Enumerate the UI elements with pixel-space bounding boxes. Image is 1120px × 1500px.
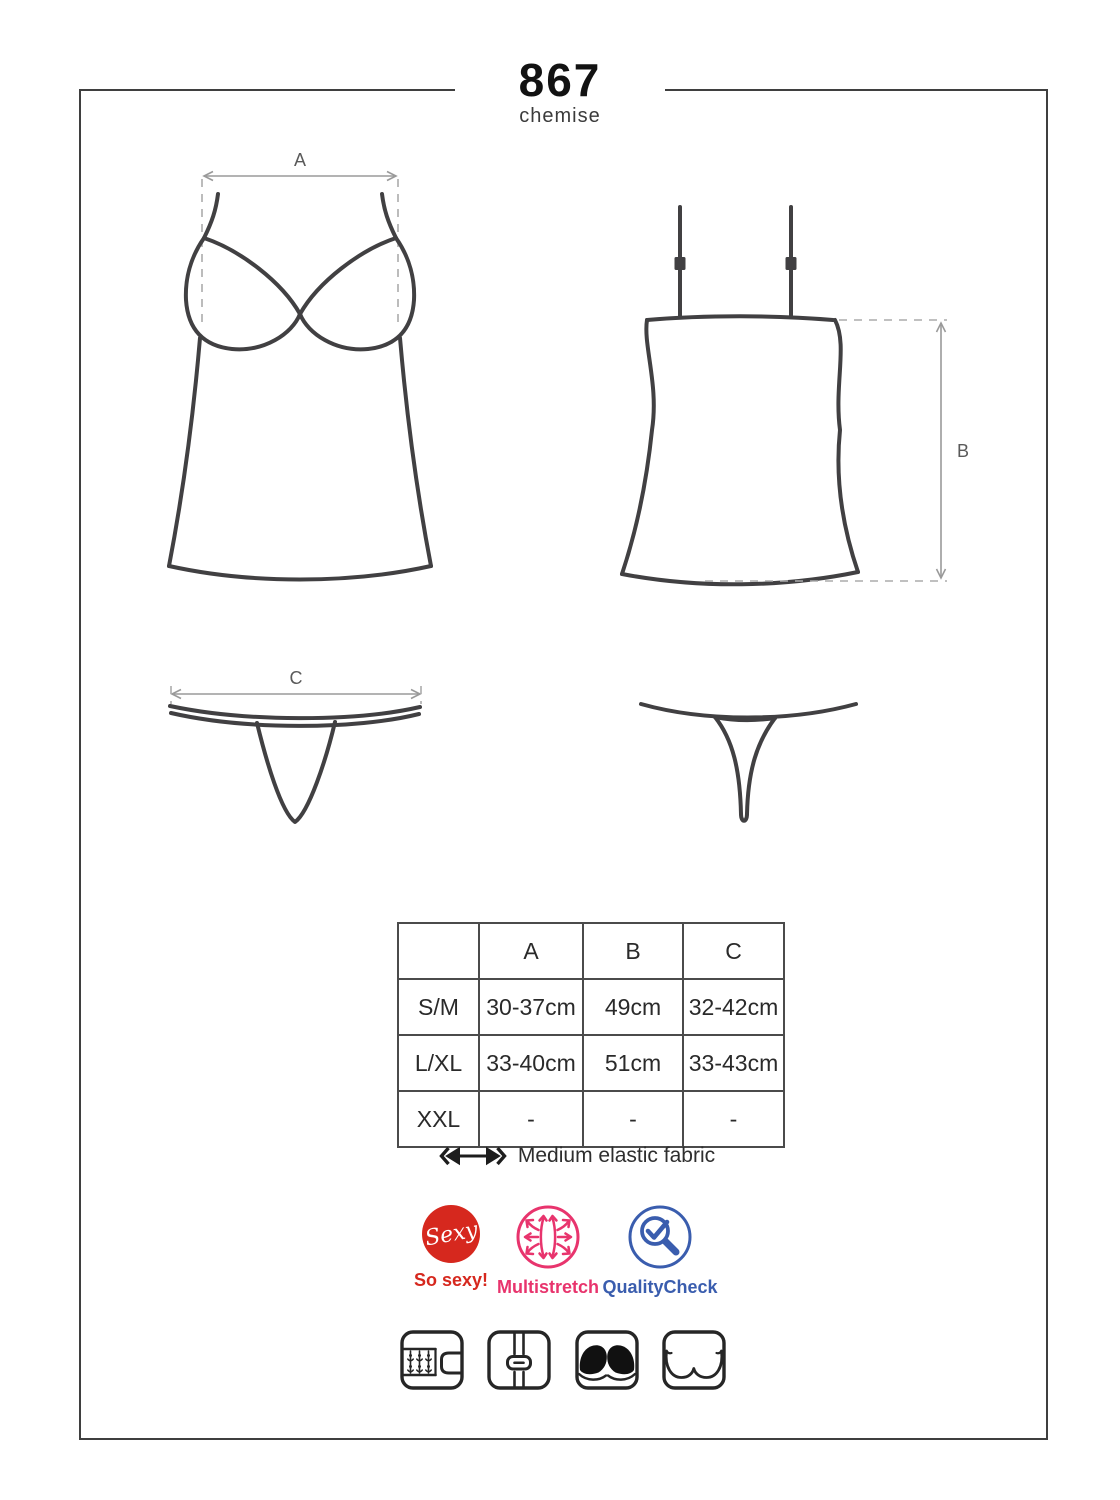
fabric-note-text: Medium elastic fabric bbox=[517, 1144, 716, 1167]
size-table-col-b: B bbox=[583, 923, 683, 979]
padded-cups-icon bbox=[575, 1330, 639, 1390]
chemise-front-drawing bbox=[140, 146, 460, 606]
size-table-row-sm bbox=[398, 979, 784, 1035]
badge-label: Multistretch bbox=[496, 1277, 599, 1297]
strap-sliders bbox=[675, 257, 797, 270]
size-table-col-c: C bbox=[683, 923, 784, 979]
adjustable-straps-icon bbox=[487, 1330, 551, 1390]
value-a: 30-37cm bbox=[479, 979, 583, 1035]
size-label: S/M bbox=[398, 979, 479, 1035]
chemise-front-outline bbox=[169, 194, 431, 580]
value-c: - bbox=[683, 1091, 784, 1147]
size-table-col-a: A bbox=[479, 923, 583, 979]
thong-front-drawing bbox=[150, 658, 450, 838]
badge-label: So sexy! bbox=[413, 1270, 489, 1290]
size-table-row-lxl bbox=[398, 1035, 784, 1091]
thong-back-drawing bbox=[635, 678, 925, 838]
size-table-header-row bbox=[398, 923, 784, 979]
value-b: - bbox=[583, 1091, 683, 1147]
value-b: 49cm bbox=[583, 979, 683, 1035]
page-title: 867 bbox=[518, 54, 602, 106]
elastic-arrow-icon bbox=[440, 1145, 506, 1167]
value-b: 51cm bbox=[583, 1035, 683, 1091]
badge-quality-check bbox=[590, 1204, 730, 1298]
quality-check-icon bbox=[627, 1204, 693, 1270]
dimension-a-arrow bbox=[204, 172, 396, 181]
size-label: XXL bbox=[398, 1091, 479, 1147]
size-table-row-xxl bbox=[398, 1091, 784, 1147]
chemise-back-drawing bbox=[605, 193, 975, 593]
page-subtitle: chemise bbox=[519, 105, 601, 128]
fabric-note bbox=[397, 1144, 758, 1168]
sexy-badge-icon bbox=[422, 1205, 480, 1263]
size-table bbox=[397, 922, 785, 1148]
dimension-b-label: B bbox=[957, 441, 970, 461]
value-a: 33-40cm bbox=[479, 1035, 583, 1091]
badge-label: QualityCheck bbox=[602, 1277, 718, 1297]
dimension-a-label: A bbox=[293, 150, 307, 170]
hook-and-eye-closure-icon bbox=[400, 1330, 464, 1390]
dimension-c-arrow bbox=[171, 686, 421, 704]
dimension-b-arrow bbox=[937, 323, 946, 578]
multistretch-icon bbox=[515, 1204, 581, 1270]
value-c: 32-42cm bbox=[683, 979, 784, 1035]
size-table-corner-cell bbox=[398, 923, 479, 979]
value-c: 33-43cm bbox=[683, 1035, 784, 1091]
value-a: - bbox=[479, 1091, 583, 1147]
thong-back-outline bbox=[641, 704, 856, 821]
thong-front-outline bbox=[170, 706, 420, 822]
size-label: L/XL bbox=[398, 1035, 479, 1091]
soft-cups-icon bbox=[662, 1330, 726, 1390]
title-block bbox=[455, 56, 665, 134]
sexy-circle-text: Sexy bbox=[422, 1217, 480, 1251]
chemise-back-outline bbox=[622, 207, 858, 584]
dimension-c-label: C bbox=[289, 668, 303, 688]
